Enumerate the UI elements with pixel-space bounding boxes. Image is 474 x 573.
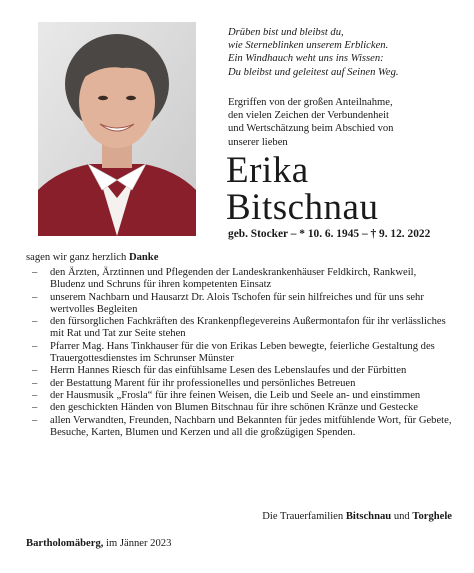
list-item: – der Hausmusik „Frosla“ für ihre feinen Weisen, die Leib und Seele an- und einstimmen bbox=[26, 390, 452, 402]
family-name-2: Torghele bbox=[412, 511, 452, 522]
place-name: Bartholomäberg, bbox=[26, 538, 104, 549]
first-name: Erika bbox=[226, 150, 309, 191]
list-item: – unserem Nachbarn und Hausarzt Dr. Alois Tschofen für sein hilfreiches und für uns sehr wertvolles Begleiten bbox=[26, 292, 452, 317]
intro-text: Ergriffen von der großen Anteilnahme, den vielen Zeichen der Verbundenheit und Wertschätzung beim Abschied von unserer lieben bbox=[228, 97, 394, 148]
list-item: – den geschickten Händen von Blumen Bitschnau für ihre schönen Kränze und Gestecke bbox=[26, 402, 452, 414]
families-conjunction: und bbox=[393, 511, 410, 522]
families-prefix: Die Trauerfamilien bbox=[262, 511, 344, 522]
memorial-poem: Drüben bist und bleibst du, wie Sterneblinken unserem Erblicken. Ein Windhauch weht uns ins Wissen: Du bleibst und geleitest auf Seinen Weg. bbox=[228, 27, 399, 78]
deceased-name bbox=[226, 152, 378, 226]
list-item: – allen Verwandten, Freunden, Nachbarn und Bekannten für jedes mitfühlende Wort, für Gebete, Besuche, Karten, Blumen und Kerzen und all die großzügigen Spenden. bbox=[26, 415, 452, 440]
family-name-1: Bitschnau bbox=[345, 511, 392, 522]
thanks-keyword: Danke bbox=[128, 252, 159, 263]
list-item: – Pfarrer Mag. Hans Tinkhauser für die von Erikas Leben bewegte, feierliche Gestaltung des Trauergottesdienstes im Schrunser Münster bbox=[26, 341, 452, 366]
life-dates-text: geb. Stocker – * 10. 6. 1945 – † 9. 12. 2022 bbox=[228, 228, 431, 240]
thanks-heading bbox=[26, 252, 158, 263]
list-item: – den fürsorglichen Fachkräften des Krankenpflegevereins Außermontafon für ihr verlässliches mit Rat und Tat zur Seite stehen bbox=[26, 316, 452, 341]
portrait-image bbox=[38, 22, 196, 236]
place-date bbox=[26, 538, 171, 549]
last-name: Bitschnau bbox=[226, 187, 379, 228]
thanks-list bbox=[26, 267, 452, 439]
portrait-photo bbox=[38, 22, 196, 236]
families-signature bbox=[262, 511, 452, 522]
thanks-lead: sagen wir ganz herzlich bbox=[26, 252, 127, 263]
list-item: – Herrn Hannes Riesch für das einfühlsame Lesen des Lebenslaufes und der Fürbitten bbox=[26, 365, 452, 377]
list-item: – den Ärzten, Ärztinnen und Pflegenden der Landeskrankenhäuser Feldkirch, Rankweil, Bludenz und Schruns für ihren kompetenten Einsatz bbox=[26, 267, 452, 292]
list-item: – der Bestattung Marent für ihr professionelles und persönliches Betreuen bbox=[26, 378, 452, 390]
date-text: im Jänner 2023 bbox=[106, 538, 172, 549]
life-dates bbox=[228, 228, 430, 240]
